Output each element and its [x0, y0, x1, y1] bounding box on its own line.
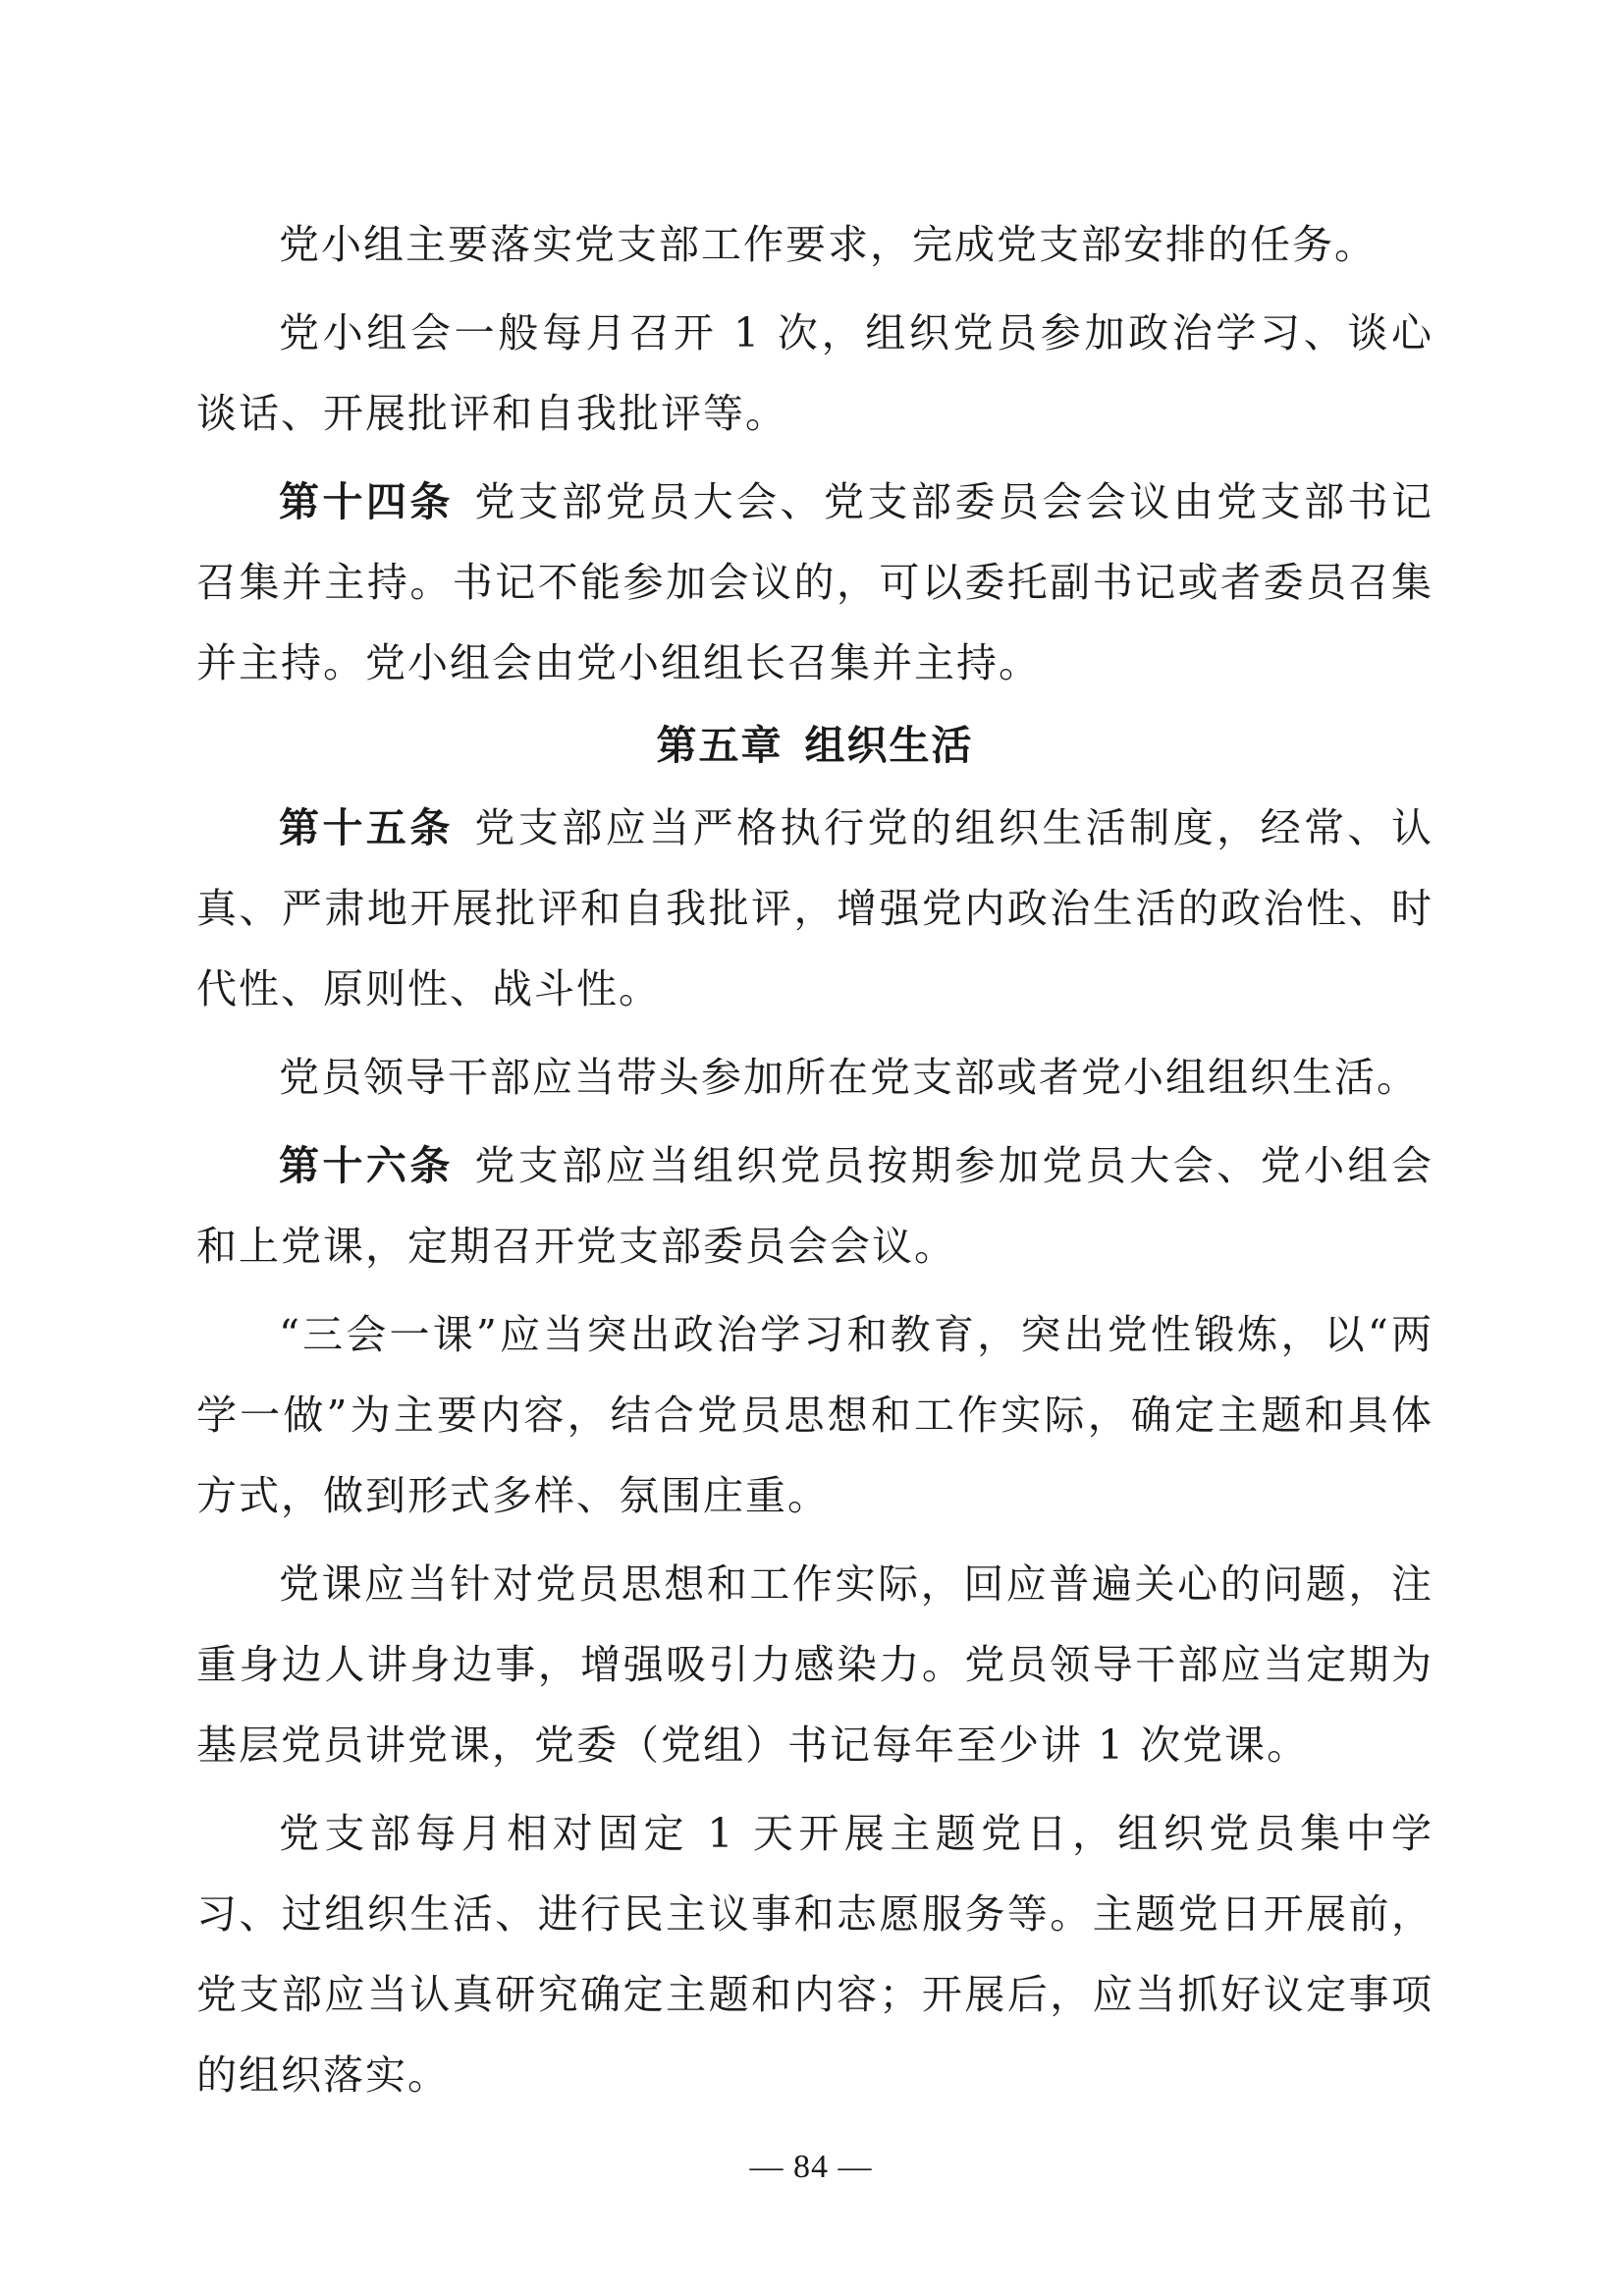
article-14: [196, 462, 1433, 703]
paragraph-leaders-participation: [196, 1037, 1433, 1118]
article-number: 第十六条: [279, 1142, 454, 1189]
paragraph-text: 党小组会一般每月召开 1 次，组织党员参加政治学习、谈心谈话、开展批评和自我批评等。: [196, 309, 1433, 437]
article-16: [196, 1125, 1433, 1286]
paragraph-text: 党支部应当严格执行党的组织生活制度，经常、认真、严肃地开展批评和自我批评，增强党内政治生活的政治性、时代性、原则性、战斗性。: [196, 804, 1434, 1012]
paragraph-three-meetings-one-lesson: [196, 1294, 1433, 1536]
article-15: [196, 788, 1433, 1029]
paragraph-text: 党支部党员大会、党支部委员会会议由党支部书记召集并主持。书记不能参加会议的，可以委托副书记或者委员召集并主持。党小组会由党小组组长召集并主持。: [196, 478, 1434, 686]
document-body: [196, 204, 1433, 2115]
article-number: 第十四条: [279, 478, 454, 525]
paragraph-theme-party-day: [196, 1793, 1433, 2115]
chapter-title: 组织生活: [804, 722, 974, 769]
page-number: — 84 —: [749, 2149, 873, 2185]
paragraph-subgroup-meeting: [196, 293, 1433, 454]
paragraph-text: 党支部每月相对固定 1 天开展主题党日，组织党员集中学习、过组织生活、进行民主议事和志愿服务等。主题党日开展前，党支部应当认真研究确定主题和内容；开展后，应当抓好议定事项的组织落实。: [196, 1810, 1433, 2099]
paragraph-text: 党支部应当组织党员按期参加党员大会、党小组会和上党课，定期召开党支部委员会会议。: [196, 1142, 1434, 1270]
chapter-number: 第五章: [656, 722, 784, 769]
chapter-heading: [196, 703, 1433, 788]
article-number: 第十五条: [279, 804, 454, 851]
paragraph-text: 党小组主要落实党支部工作要求，完成党支部安排的任务。: [279, 221, 1377, 268]
paragraph-text: 党课应当针对党员思想和工作实际，回应普遍关心的问题，注重身边人讲身边事，增强吸引力感染力。党员领导干部应当定期为基层党员讲党课，党委（党组）书记每年至少讲 1 次党课。: [196, 1560, 1433, 1769]
paragraph-text: “三会一课”应当突出政治学习和教育，突出党性锻炼，以“两学一做”为主要内容，结合党员思想和工作实际，确定主题和具体方式，做到形式多样、氛围庄重。: [196, 1311, 1433, 1519]
paragraph-party-lessons: [196, 1544, 1433, 1785]
paragraph-subgroup-tasks: [196, 204, 1433, 285]
paragraph-text: 党员领导干部应当带头参加所在党支部或者党小组组织生活。: [279, 1054, 1419, 1101]
